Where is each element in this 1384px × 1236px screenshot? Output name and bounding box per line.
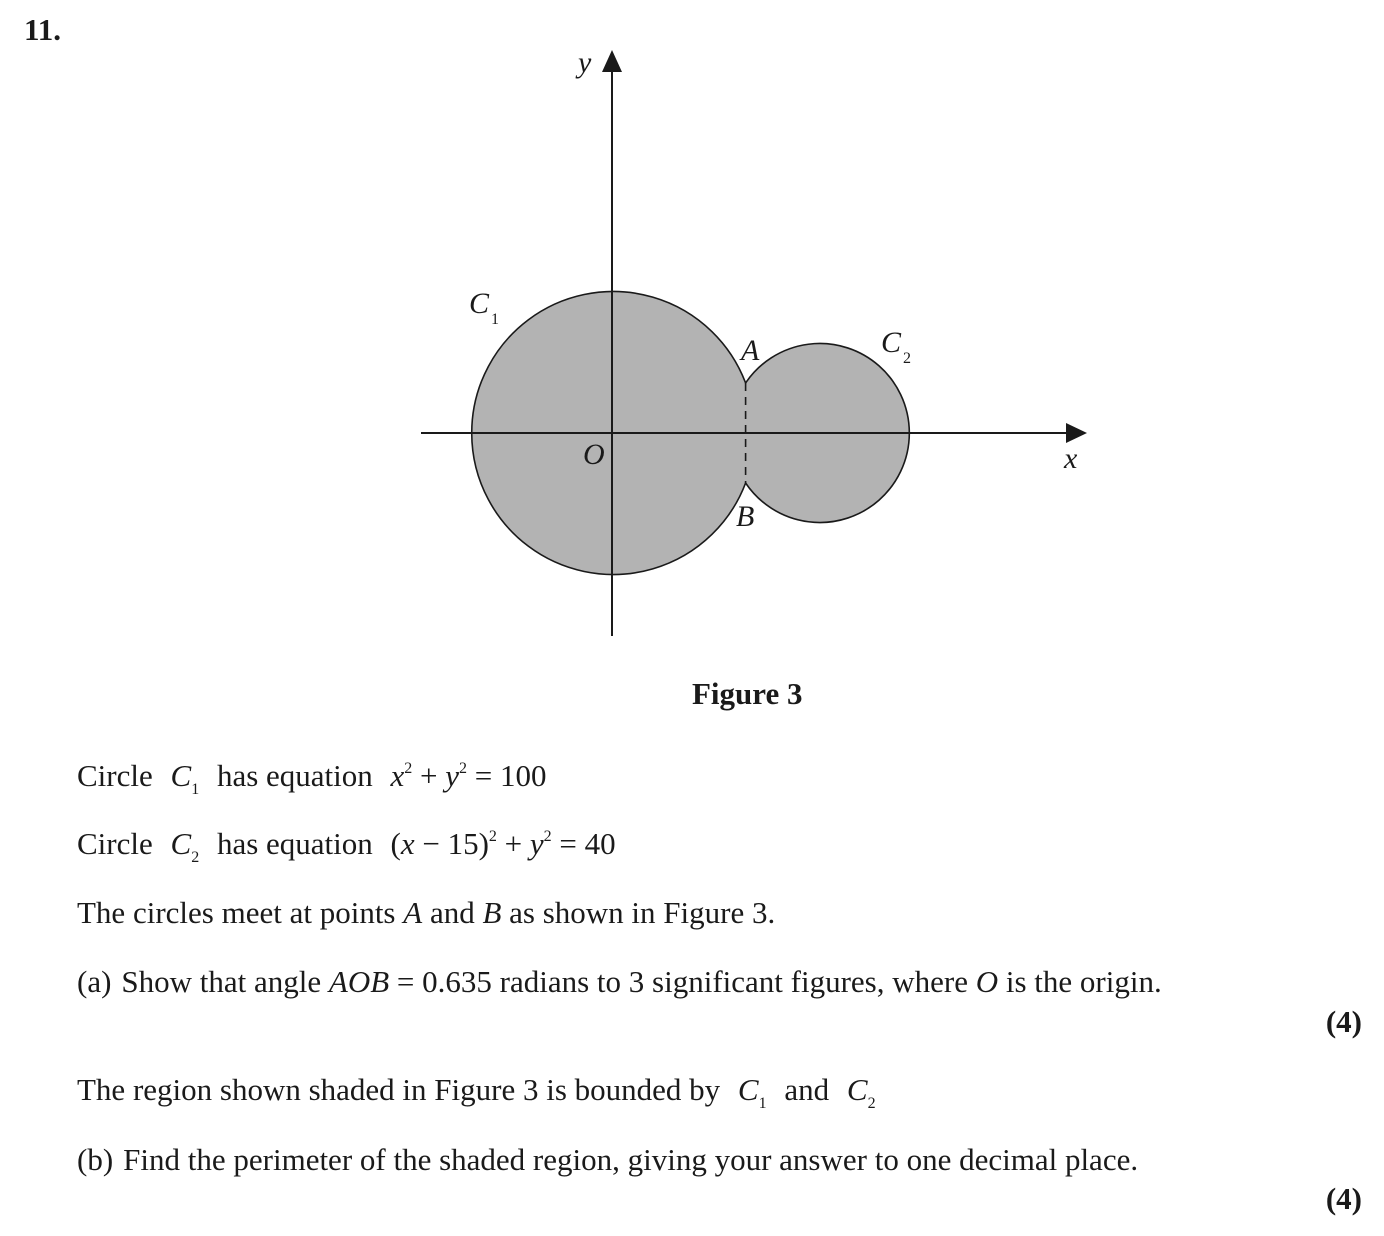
- part-a-question: (a) Show that angle AOB = 0.635 radians to 3 significant figures, where O is the origin.: [77, 964, 1162, 999]
- c1-label-letter: C: [469, 287, 490, 320]
- y-axis-label: y: [578, 46, 592, 79]
- y-axis-arrow: [602, 50, 622, 72]
- question-number: 11.: [24, 12, 62, 47]
- part-a-marks: (4): [1325, 1004, 1362, 1039]
- part-b-marks: (4): [1325, 1181, 1362, 1216]
- point-b-label: B: [736, 500, 755, 533]
- circle-c1-equation: Circle $C_1$ has equation $x^2 + y^2 = 100$: [77, 758, 547, 798]
- origin-label: O: [583, 438, 605, 471]
- intersection-statement: The circles meet at points A and B as shown in Figure 3.: [77, 895, 776, 930]
- c2-label-subscript: 2: [903, 350, 911, 367]
- c2-label-letter: C: [881, 326, 902, 359]
- x-axis-label: x: [1064, 442, 1078, 475]
- x-axis-arrow: [1066, 423, 1087, 443]
- shaded-region-statement: The region shown shaded in Figure 3 is bounded by $C_1$ and $C_2$: [77, 1072, 876, 1112]
- c1-label-subscript: 1: [491, 311, 499, 328]
- figure-caption: Figure 3: [692, 676, 803, 711]
- part-b-question: (b) Find the perimeter of the shaded region, giving your answer to one decimal place.: [77, 1142, 1139, 1177]
- circle-c2-equation: Circle $C_2$ has equation $(x - 15)^2 + y^2 = 40$: [77, 826, 616, 866]
- point-a-label: A: [741, 334, 760, 367]
